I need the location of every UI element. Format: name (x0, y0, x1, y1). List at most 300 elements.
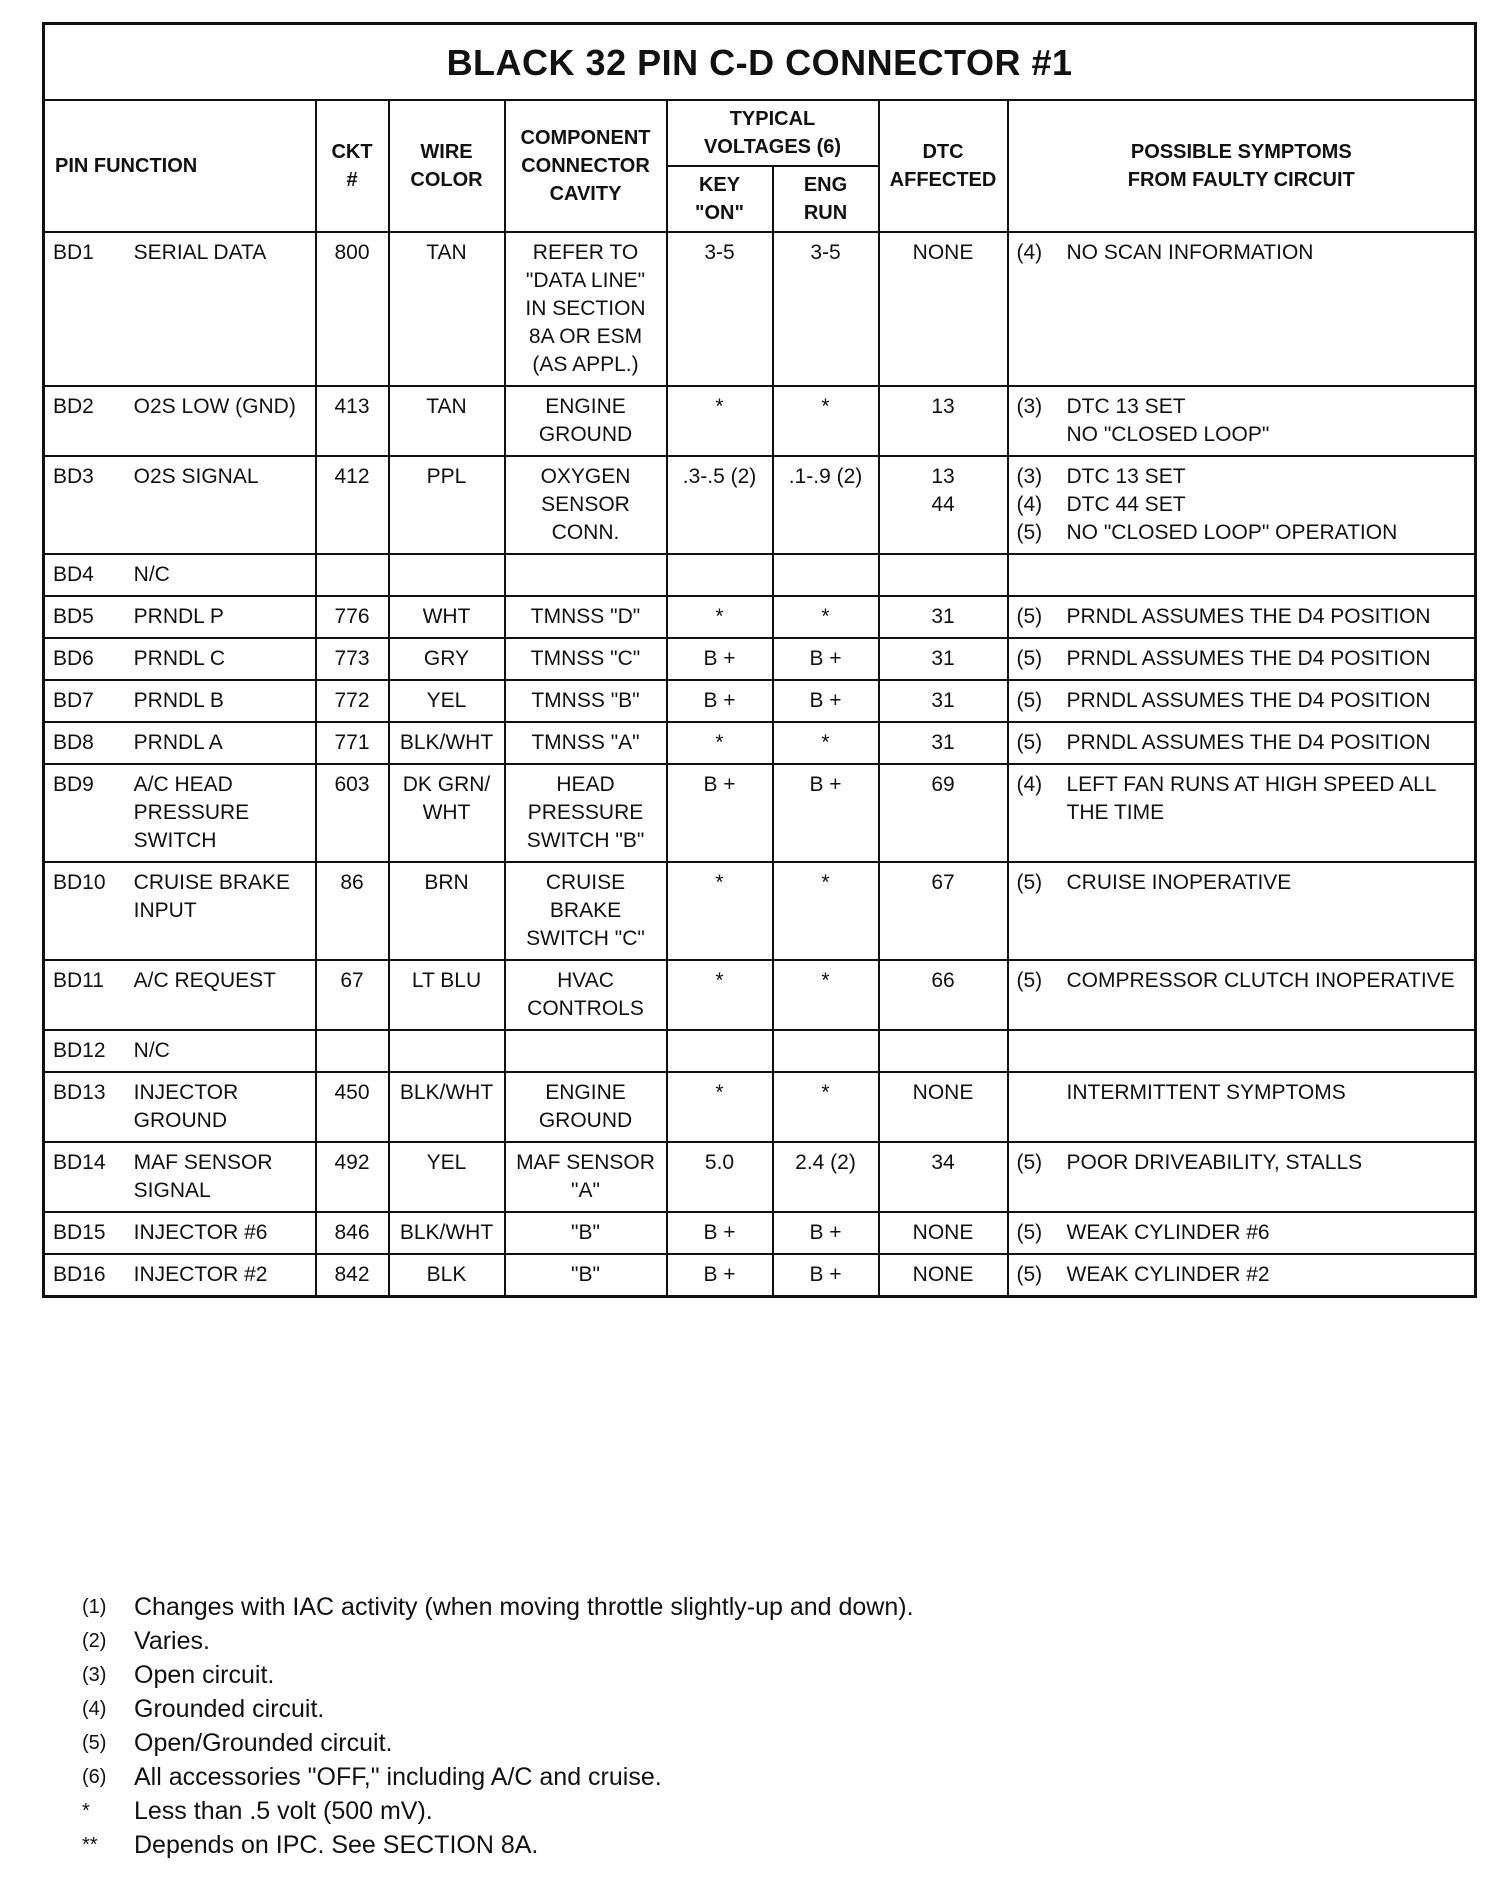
eng-run-voltage: * (773, 596, 879, 638)
ckt-number: 86 (316, 862, 389, 960)
pin-function-cell (44, 680, 316, 722)
symptoms-cell (1008, 960, 1476, 1030)
pin-function-cell (44, 960, 316, 1030)
footnote (82, 1658, 1382, 1692)
eng-run-voltage: * (773, 1072, 879, 1142)
table-title: BLACK 32 PIN C-D CONNECTOR #1 (44, 24, 1476, 101)
pin-function-cell (44, 1212, 316, 1254)
symptom-text-line: LEFT FAN RUNS AT HIGH SPEED ALL (1066, 773, 1437, 796)
component-cavity (505, 456, 667, 554)
symptom-text-line: PRNDL ASSUMES THE D4 POSITION (1066, 605, 1431, 628)
component-cavity-line: REFER TO (532, 241, 639, 264)
symptom-code: (5) (1016, 731, 1043, 754)
function-name (134, 687, 307, 715)
symptom-code: (5) (1016, 605, 1043, 628)
footnote (82, 1624, 1382, 1658)
symptoms-cell (1008, 862, 1476, 960)
function-line: GROUND (133, 1109, 227, 1132)
dtc-affected-line: 31 (931, 731, 955, 754)
symptom-line (1017, 239, 1467, 267)
symptom-code: (3) (1016, 395, 1043, 418)
pin-id: BD14 (53, 1151, 106, 1174)
function-line: SIGNAL (133, 1179, 211, 1202)
eng-run-voltage: 2.4 (2) (773, 1142, 879, 1212)
wire-color (389, 722, 505, 764)
dtc-affected (879, 638, 1008, 680)
function-line: INPUT (133, 899, 197, 922)
pin-function-cell (44, 1030, 316, 1072)
pin-function-cell (44, 386, 316, 456)
pin-id: BD8 (53, 731, 94, 754)
ckt-number (316, 1030, 389, 1072)
function-name (134, 1149, 307, 1205)
ckt-number: 771 (316, 722, 389, 764)
dtc-affected (879, 680, 1008, 722)
dtc-affected (879, 960, 1008, 1030)
footnote-mark: (3) (82, 1664, 107, 1686)
symptom-text-line: PRNDL ASSUMES THE D4 POSITION (1066, 689, 1431, 712)
symptom-text (1067, 729, 1467, 757)
footnote (82, 1794, 1382, 1828)
wire-color (389, 680, 505, 722)
symptom-text-line: WEAK CYLINDER #2 (1066, 1263, 1270, 1286)
dtc-affected-line: 34 (931, 1151, 955, 1174)
symptom-line (1017, 967, 1467, 995)
footnote-text: Less than .5 volt (500 mV). (134, 1797, 433, 1825)
pin-id: BD2 (53, 395, 94, 418)
pin-id: BD16 (53, 1263, 106, 1286)
wire-color (389, 232, 505, 386)
component-cavity-line: SENSOR (541, 493, 630, 516)
footnote-mark: (1) (82, 1596, 107, 1618)
table-row (44, 386, 1476, 456)
dtc-affected-line: 31 (931, 647, 955, 670)
component-cavity-line: MAF SENSOR (516, 1151, 655, 1174)
wire-color-line: TAN (426, 241, 467, 264)
symptoms-cell (1008, 638, 1476, 680)
component-cavity-line: HEAD (556, 773, 615, 796)
component-cavity-line: TMNSS "B" (531, 689, 640, 712)
table-row (44, 554, 1476, 596)
wire-color-line: DK GRN/ (402, 773, 491, 796)
wire-color (389, 960, 505, 1030)
symptom-text (1067, 1261, 1467, 1289)
pin-function-cell (44, 596, 316, 638)
dtc-affected-line: NONE (912, 1221, 974, 1244)
component-cavity-line: GROUND (538, 1109, 633, 1132)
ckt-number: 842 (316, 1254, 389, 1297)
function-line: PRESSURE (133, 801, 250, 824)
dtc-affected-line: 31 (931, 605, 955, 628)
symptom-text-line: PRNDL ASSUMES THE D4 POSITION (1066, 731, 1431, 754)
component-cavity-line: SWITCH "B" (526, 829, 645, 852)
symptom-line (1017, 1149, 1467, 1177)
eng-run-voltage: 3-5 (773, 232, 879, 386)
function-name (134, 1219, 307, 1247)
function-name (134, 729, 307, 757)
footnote-mark: (2) (82, 1630, 107, 1652)
key-on-voltage: 3-5 (667, 232, 773, 386)
eng-run-voltage: .1-.9 (2) (773, 456, 879, 554)
ckt-number: 450 (316, 1072, 389, 1142)
symptom-line (1017, 1219, 1467, 1247)
pin-function-cell (44, 722, 316, 764)
dtc-affected-line: 13 (931, 395, 955, 418)
function-line: PRNDL A (133, 731, 223, 754)
function-line: PRNDL P (133, 605, 224, 628)
header-eng-run: ENG RUN (773, 166, 879, 232)
component-cavity-line: PRESSURE (527, 801, 644, 824)
table-row (44, 680, 1476, 722)
key-on-voltage: B + (667, 680, 773, 722)
symptom-line (1017, 393, 1467, 449)
symptom-code (1017, 1079, 1067, 1107)
wire-color-line: BLK/WHT (399, 1221, 494, 1244)
wire-color-line: BLK/WHT (399, 731, 494, 754)
footnote-text: Varies. (134, 1627, 210, 1655)
pin-id: BD4 (53, 563, 94, 586)
component-cavity-line: "B" (571, 1221, 600, 1244)
key-on-voltage: 5.0 (667, 1142, 773, 1212)
key-on-voltage (667, 554, 773, 596)
function-line: SERIAL DATA (133, 241, 267, 264)
footnotes (82, 1590, 1382, 1862)
symptom-text (1067, 771, 1467, 827)
symptom-text (1067, 1149, 1467, 1177)
component-cavity-line: OXYGEN (540, 465, 631, 488)
symptom-text-line: WEAK CYLINDER #6 (1066, 1221, 1270, 1244)
component-cavity (505, 1072, 667, 1142)
footnote-text: Open/Grounded circuit. (134, 1729, 393, 1757)
symptoms-cell (1008, 680, 1476, 722)
table-row (44, 862, 1476, 960)
component-cavity-line: 8A OR ESM (528, 325, 643, 348)
component-cavity-line: SWITCH "C" (526, 927, 645, 950)
footnote-text: Open circuit. (134, 1661, 275, 1689)
eng-run-voltage: B + (773, 638, 879, 680)
dtc-affected-line: NONE (912, 1263, 974, 1286)
table-row (44, 1212, 1476, 1254)
function-name (134, 967, 307, 995)
key-on-voltage (667, 1030, 773, 1072)
ckt-number: 492 (316, 1142, 389, 1212)
symptom-code: (5) (1016, 521, 1043, 544)
component-cavity (505, 862, 667, 960)
key-on-voltage: * (667, 1072, 773, 1142)
pin-id: BD10 (53, 871, 106, 894)
function-name (134, 645, 307, 673)
symptoms-cell (1008, 554, 1476, 596)
function-name (134, 771, 307, 855)
key-on-voltage: * (667, 862, 773, 960)
dtc-affected-line: 67 (931, 871, 955, 894)
ckt-number: 846 (316, 1212, 389, 1254)
symptom-line (1017, 463, 1467, 491)
symptom-text-line: CRUISE INOPERATIVE (1066, 871, 1292, 894)
key-on-voltage: B + (667, 1212, 773, 1254)
function-name (134, 239, 307, 267)
symptom-text (1067, 645, 1467, 673)
symptom-text-line: PRNDL ASSUMES THE D4 POSITION (1066, 647, 1431, 670)
wire-color (389, 386, 505, 456)
function-line: N/C (133, 1039, 170, 1062)
function-line: A/C HEAD (133, 773, 233, 796)
function-line: CRUISE BRAKE (133, 871, 291, 894)
component-cavity-line: BRAKE (549, 899, 622, 922)
table-row (44, 722, 1476, 764)
symptom-text-line: DTC 13 SET (1066, 395, 1186, 418)
wire-color (389, 1072, 505, 1142)
pin-id: BD7 (53, 689, 94, 712)
symptom-line (1017, 771, 1467, 827)
symptoms-cell (1008, 1212, 1476, 1254)
wire-color-line: WHT (422, 801, 471, 824)
pin-function-cell (44, 554, 316, 596)
component-cavity-line: CONN. (551, 521, 620, 544)
dtc-affected-line: NONE (912, 1081, 974, 1104)
symptoms-cell (1008, 232, 1476, 386)
component-cavity-line: TMNSS "C" (530, 647, 641, 670)
ckt-number: 67 (316, 960, 389, 1030)
component-cavity-line: TMNSS "D" (530, 605, 641, 628)
wire-color (389, 1030, 505, 1072)
symptom-code: (5) (1016, 1221, 1043, 1244)
function-name (134, 1079, 307, 1135)
component-cavity (505, 638, 667, 680)
symptom-text (1067, 1079, 1467, 1107)
dtc-affected-line: 44 (931, 493, 955, 516)
wire-color (389, 554, 505, 596)
symptom-text (1067, 491, 1467, 519)
footnote-text: All accessories "OFF," including A/C and cruise. (134, 1763, 662, 1791)
dtc-affected-line: 69 (931, 773, 955, 796)
symptom-code: (4) (1016, 493, 1043, 516)
function-line: PRNDL C (133, 647, 226, 670)
key-on-voltage: * (667, 960, 773, 1030)
function-line: MAF SENSOR (133, 1151, 273, 1174)
component-cavity (505, 1254, 667, 1297)
symptom-text-line: COMPRESSOR CLUTCH INOPERATIVE (1066, 969, 1455, 992)
pin-id: BD12 (53, 1039, 106, 1062)
pin-id: BD6 (53, 647, 94, 670)
symptom-text-line: NO "CLOSED LOOP" (1066, 423, 1270, 446)
header-ckt: CKT # (316, 100, 389, 232)
key-on-voltage: .3-.5 (2) (667, 456, 773, 554)
wire-color (389, 1142, 505, 1212)
footnote-mark: (6) (82, 1766, 107, 1788)
table-row (44, 1030, 1476, 1072)
component-cavity-line: (AS APPL.) (532, 353, 639, 376)
eng-run-voltage: B + (773, 1212, 879, 1254)
dtc-affected (879, 764, 1008, 862)
dtc-affected (879, 386, 1008, 456)
pin-function-cell (44, 764, 316, 862)
symptom-code: (5) (1016, 969, 1043, 992)
symptoms-cell (1008, 456, 1476, 554)
symptom-line (1017, 869, 1467, 897)
component-cavity (505, 722, 667, 764)
component-cavity-line: CRUISE (545, 871, 626, 894)
component-cavity-line: HVAC (557, 969, 614, 992)
symptom-code: (5) (1016, 689, 1043, 712)
symptom-line (1017, 603, 1467, 631)
symptom-code: (5) (1016, 647, 1043, 670)
function-line: INJECTOR #6 (133, 1221, 268, 1244)
symptom-code: (3) (1016, 465, 1043, 488)
pin-function-cell (44, 1254, 316, 1297)
wire-color-line: GRY (423, 647, 470, 670)
eng-run-voltage: * (773, 862, 879, 960)
table-row (44, 1072, 1476, 1142)
header-pin-function: PIN FUNCTION (44, 100, 316, 232)
symptom-text-line: DTC 44 SET (1066, 493, 1186, 516)
wire-color-line: PPL (426, 465, 467, 488)
eng-run-voltage: B + (773, 764, 879, 862)
symptom-text (1067, 463, 1467, 491)
table-body (44, 232, 1476, 1297)
dtc-affected (879, 1072, 1008, 1142)
function-line: N/C (133, 563, 170, 586)
ckt-number (316, 554, 389, 596)
pin-function-cell (44, 1072, 316, 1142)
wire-color-line: BRN (424, 871, 469, 894)
dtc-affected (879, 1142, 1008, 1212)
table-row (44, 456, 1476, 554)
wire-color-line: BLK (426, 1263, 467, 1286)
function-name (134, 561, 307, 589)
symptom-code: (4) (1016, 241, 1043, 264)
key-on-voltage: B + (667, 764, 773, 862)
function-name (134, 393, 307, 421)
wire-color-line: BLK/WHT (399, 1081, 494, 1104)
symptom-line (1017, 519, 1467, 547)
table-row (44, 232, 1476, 386)
wire-color (389, 862, 505, 960)
pin-function-cell (44, 456, 316, 554)
symptom-code: (5) (1016, 1263, 1043, 1286)
component-cavity (505, 764, 667, 862)
pin-function-cell (44, 862, 316, 960)
footnote (82, 1692, 1382, 1726)
function-line: O2S SIGNAL (133, 465, 259, 488)
symptom-line (1017, 1079, 1467, 1107)
pin-id: BD11 (53, 969, 104, 992)
footnote (82, 1590, 1382, 1624)
function-line: SWITCH (133, 829, 217, 852)
eng-run-voltage (773, 1030, 879, 1072)
function-line: INJECTOR (133, 1081, 239, 1104)
footnote (82, 1760, 1382, 1794)
function-name (134, 463, 307, 491)
function-name (134, 869, 307, 925)
component-cavity (505, 596, 667, 638)
symptom-text-line: INTERMITTENT SYMPTOMS (1066, 1081, 1346, 1104)
function-line: INJECTOR #2 (133, 1263, 268, 1286)
table-row (44, 638, 1476, 680)
dtc-affected-line: NONE (912, 241, 974, 264)
eng-run-voltage: B + (773, 1254, 879, 1297)
component-cavity (505, 1030, 667, 1072)
symptom-text (1067, 519, 1467, 547)
pin-id: BD1 (53, 241, 94, 264)
dtc-affected (879, 456, 1008, 554)
dtc-affected-line: 13 (931, 465, 955, 488)
pin-id: BD3 (53, 465, 94, 488)
pin-function-cell (44, 1142, 316, 1212)
symptom-text-line: NO "CLOSED LOOP" OPERATION (1066, 521, 1398, 544)
component-cavity (505, 386, 667, 456)
wire-color (389, 1212, 505, 1254)
symptoms-cell (1008, 1030, 1476, 1072)
component-cavity-line: "B" (571, 1263, 600, 1286)
eng-run-voltage: * (773, 386, 879, 456)
eng-run-voltage: * (773, 722, 879, 764)
header-wire-color: WIRE COLOR (389, 100, 505, 232)
ckt-number: 773 (316, 638, 389, 680)
dtc-affected (879, 232, 1008, 386)
component-cavity (505, 1212, 667, 1254)
ckt-number: 776 (316, 596, 389, 638)
function-line: A/C REQUEST (133, 969, 277, 992)
wire-color (389, 456, 505, 554)
symptom-text (1067, 687, 1467, 715)
footnote-mark: * (82, 1800, 90, 1822)
component-cavity (505, 680, 667, 722)
header-component: COMPONENT CONNECTOR CAVITY (505, 100, 667, 232)
symptom-code: (5) (1016, 871, 1043, 894)
footnote-mark: (5) (82, 1732, 107, 1754)
ckt-number: 772 (316, 680, 389, 722)
symptom-code: (5) (1016, 1151, 1043, 1174)
symptom-code: (4) (1016, 773, 1043, 796)
table-row (44, 596, 1476, 638)
eng-run-voltage: B + (773, 680, 879, 722)
wire-color-line: WHT (422, 605, 471, 628)
symptom-line (1017, 1261, 1467, 1289)
component-cavity-line: CONTROLS (527, 997, 644, 1020)
table-row (44, 1254, 1476, 1297)
footnote-mark: (4) (82, 1698, 107, 1720)
dtc-affected (879, 1254, 1008, 1297)
ckt-number: 413 (316, 386, 389, 456)
footnote (82, 1828, 1382, 1862)
wire-color-line: YEL (426, 689, 467, 712)
key-on-voltage: * (667, 722, 773, 764)
footnote-text: Changes with IAC activity (when moving throttle slightly-up and down). (134, 1593, 914, 1621)
symptom-text (1067, 393, 1467, 449)
symptoms-cell (1008, 1142, 1476, 1212)
dtc-affected (879, 722, 1008, 764)
component-cavity-line: ENGINE (545, 395, 626, 418)
symptoms-cell (1008, 1072, 1476, 1142)
footnote-mark: ** (82, 1834, 98, 1856)
dtc-affected (879, 1030, 1008, 1072)
wire-color (389, 596, 505, 638)
table-row (44, 960, 1476, 1030)
component-cavity-line: TMNSS "A" (531, 731, 640, 754)
eng-run-voltage: * (773, 960, 879, 1030)
symptom-text (1067, 1219, 1467, 1247)
pin-id: BD15 (53, 1221, 106, 1244)
pin-function-cell (44, 638, 316, 680)
header-dtc: DTC AFFECTED (879, 100, 1008, 232)
footnote (82, 1726, 1382, 1760)
wire-color (389, 638, 505, 680)
symptom-line (1017, 687, 1467, 715)
pin-id: BD9 (53, 773, 94, 796)
wire-color-line: LT BLU (411, 969, 482, 992)
connector-pinout-table (42, 22, 1477, 1298)
